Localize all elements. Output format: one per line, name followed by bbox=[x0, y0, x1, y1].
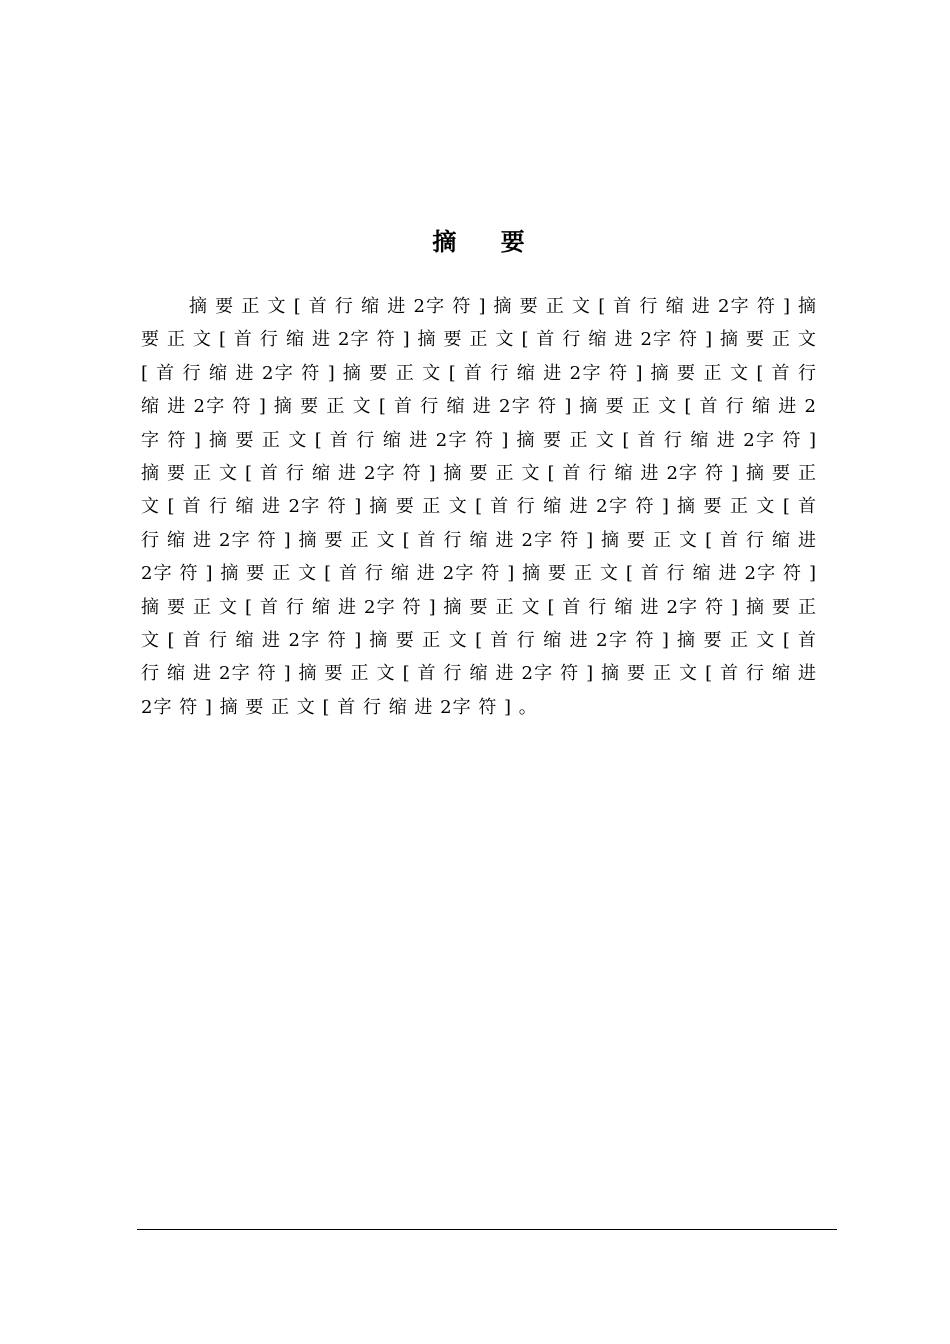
abstract-body: 摘 要 正 文 [ 首 行 缩 进 2字 符 ] 摘 要 正 文 [ 首 行 缩 进 2字 符 ] 摘 要 正 文 [ 首 行 缩 进 2字 符 ] 摘 要 正 文 [ 首 行 缩 进 2字 符 ] 摘 要 正 文 [ 首 行 缩 进 2字 符 ] 摘 要 正 文 [ 首 行 缩 进 2字 符 ] 摘 要 正 文 [ 首 行 缩 进 2字 符 ] 摘 要 正 文 [ 首 行 缩 进 2字 符 ] 摘 要 正 文 [ 首 行 缩 进 2字 符 ] 摘 要 正 文 [ 首 行 缩 进 2字 符 ] 摘 要 正 文 [ 首 行 缩 进 2字 符 ] 摘 要 正 文 [ 首 行 缩 进 2字 符 ] 摘 要 正 文 [ 首 行 缩 进 2字 符 ] 摘 要 正 文 [ 首 行 缩 进 2字 符 ] 摘 要 正 文 [ 首 行 缩 进 2字 符 ] 摘 要 正 文 [ 首 行 缩 进 2字 符 ] 摘 要 正 文 [ 首 行 缩 进 2字 符 ] 摘 要 正 文 [ 首 行 缩 进 2字 符 ] 摘 要 正 文 [ 首 行 缩 进 2字 符 ] 摘 要 正 文 [ 首 行 缩 进 2字 符 ] 摘 要 正 文 [ 首 行 缩 进 2字 符 ] 摘 要 正 文 [ 首 行 缩 进 2字 符 ] 摘 要 正 文 [ 首 行 缩 进 2字 符 ] 摘 要 正 文 [ 首 行 缩 进 2字 符 ] 摘 要 正 文 [ 首 行 缩 进 2字 符 ] 摘 要 正 文 [ 首 行 缩 进 2字 符 ] 摘 要 正 文 [ 首 行 缩 进 2字 符 ] 摘 要 正 文 [ 首 行 缩 进 2字 符 ] 。 bbox=[141, 296, 817, 718]
page-title: 摘 要 bbox=[432, 227, 543, 256]
footer-divider bbox=[137, 1229, 837, 1230]
